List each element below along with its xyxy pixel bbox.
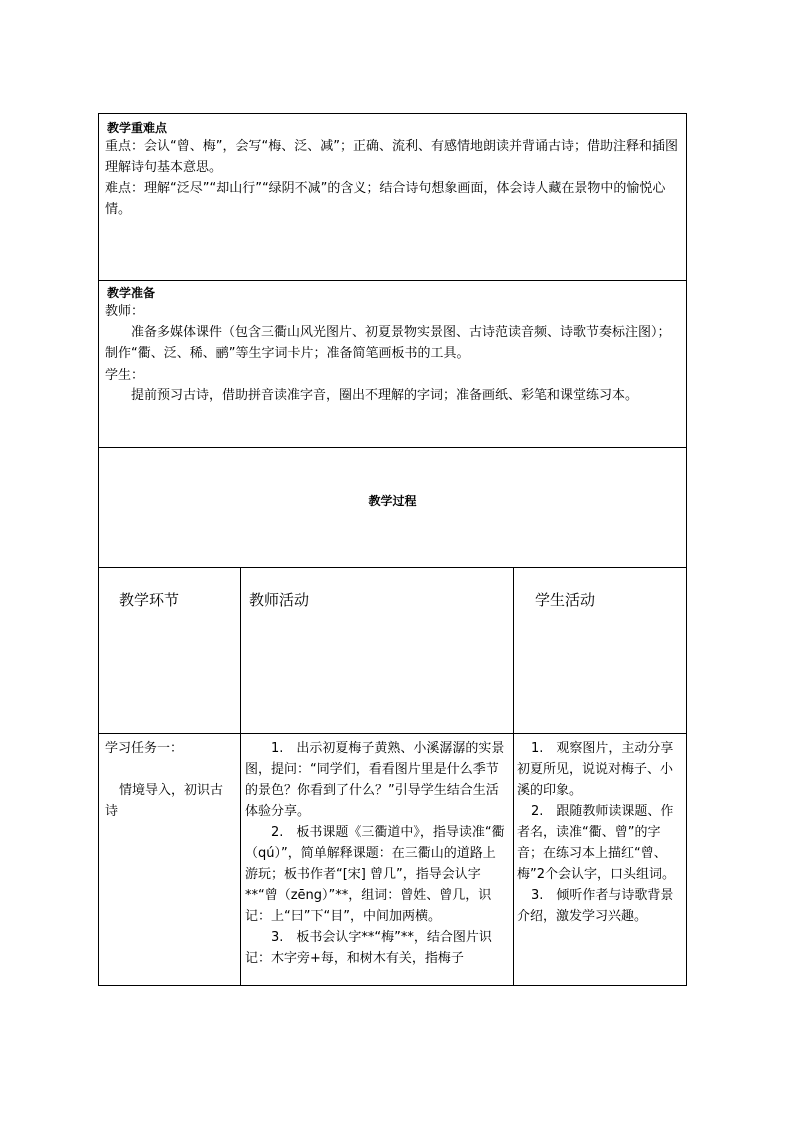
task-label: 学习任务一：	[105, 741, 184, 756]
teacher-activity-item: 3. 板书会认字**“梅”**，结合图片识记：木字旁+每，和树木有关，指梅子	[245, 930, 492, 966]
process-title-section	[98, 447, 687, 568]
teacher-activity-item: 2. 板书课题《三衢道中》，指导读准“衢（qú）”，简单解释课题：在三衢山的道路上游玩；板书作者“[宋] 曾几”，指导会认字**“曾（zēng）”**，组词：曾姓、曾几，识记：上“曰”下“目”，中间加两横。	[245, 825, 505, 924]
student-activity-item: 1. 观察图片，主动分享初夏所见，说说对梅子、小溪的印象。	[517, 741, 674, 798]
teacher-prep-text: 准备多媒体课件（包含三衢山风光图片、初夏景物实景图、古诗范读音频、诗歌节奏标注图）；制作“衢、泛、稀、鹂”等生字词卡片；准备简笔画板书的工具。	[105, 325, 671, 361]
teacher-activity-item: 1. 出示初夏梅子黄熟、小溪潺潺的实景图，提问：“同学们，看看图片里是什么季节的景色？你看到了什么？”引导学生结合生活体验分享。	[245, 741, 505, 819]
process-heading: 教学过程	[368, 494, 417, 508]
hard-point-text: 难点：理解“泛尽”“却山行”“绿阴不减”的含义；结合诗句想象画面，体会诗人藏在景物中的愉悦心情。	[105, 181, 666, 217]
column-divider	[240, 568, 241, 985]
student-prep-text: 提前预习古诗，借助拼音读准字音，圈出不理解的字词；准备画纸、彩笔和课堂练习本。	[131, 388, 639, 403]
student-activity-list	[517, 738, 683, 927]
row-divider	[99, 733, 686, 734]
header-stage: 教学环节	[119, 591, 180, 609]
teacher-label: 教师：	[105, 304, 145, 319]
preparation-heading: 教学准备	[107, 286, 156, 300]
student-label: 学生：	[105, 368, 145, 383]
difficulty-heading: 教学重难点	[107, 121, 168, 135]
header-teacher-activity: 教师活动	[249, 591, 310, 609]
difficulty-section	[98, 113, 687, 281]
column-divider	[513, 568, 514, 985]
teacher-activity-list	[245, 738, 508, 969]
task-name: 情境导入，初识古诗	[105, 783, 224, 819]
student-activity-item: 3. 倾听作者与诗歌背景介绍，激发学习兴趣。	[517, 888, 674, 924]
student-activity-item: 2. 跟随教师读课题、作者名，读准“衢、曾”的字音；在练习本上描红“曾、梅”2个会认字，口头组词。	[517, 804, 676, 882]
process-table	[98, 567, 687, 986]
preparation-section	[98, 280, 687, 448]
key-point-text: 重点：会认“曾、梅”，会写“梅、泛、减”；正确、流利、有感情地朗读并背诵古诗；借助注释和插图理解诗句基本意思。	[105, 139, 678, 175]
header-student-activity: 学生活动	[535, 591, 596, 609]
